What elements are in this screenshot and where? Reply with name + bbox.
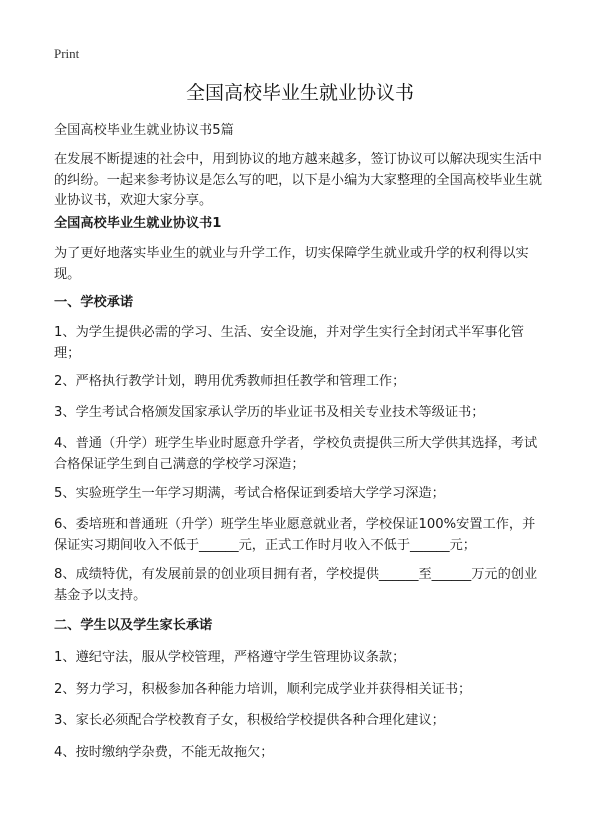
list-item: 1、遵纪守法，服从学校管理，严格遵守学生管理协议条款；	[54, 650, 406, 665]
part1-heading: 一、学校承诺	[54, 295, 134, 310]
list-item: 3、学生考试合格颁发国家承认学历的毕业证书及相关专业技术等级证书；	[54, 405, 485, 420]
list-item: 8、成绩特优，有发展前景的创业项目拥有者，学校提供______至______万元的创业基金予以支持。	[54, 567, 538, 603]
intro-paragraph: 在发展不断提速的社会中，用到协议的地方越来越多，签订协议可以解决现实生活中的纠纷。一起来参考协议是怎么写的吧，以下是小编为大家整理的全国高校毕业生就业协议书，欢迎大家分享。	[54, 152, 542, 208]
part2-heading: 二、学生以及学生家长承诺	[54, 618, 213, 633]
list-item: 5、实验班学生一年学习期满，考试合格保证到委培大学学习深造；	[54, 486, 445, 501]
list-item: 4、普通（升学）班学生毕业时愿意升学者，学校负责提供三所大学供其选择，考试合格保证学生到自己满意的学校学习深造；	[54, 436, 538, 472]
document-subtitle: 全国高校毕业生就业协议书5篇	[54, 123, 234, 138]
document-title: 全国高校毕业生就业协议书	[185, 82, 414, 104]
list-item: 1、为学生提供必需的学习、生活、安全设施，并对学生实行全封闭式半军事化管理；	[54, 325, 524, 361]
section-intro: 为了更好地落实毕业生的就业与升学工作，切实保障学生就业或升学的权利得以实现。	[54, 246, 529, 282]
list-item: 6、委培班和普通班（升学）班学生毕业愿意就业者，学校保证100%安置工作，并保证实习期间收入不低于______元，正式工作时月收入不低于______元；	[54, 517, 536, 553]
section-title: 全国高校毕业生就业协议书1	[54, 216, 222, 231]
print-label[interactable]: Print	[54, 46, 80, 61]
list-item: 4、按时缴纳学杂费，不能无故拖欠；	[54, 745, 274, 760]
list-item: 3、家长必须配合学校教育子女，积极给学校提供各种合理化建议；	[54, 713, 445, 728]
list-item: 2、努力学习，积极参加各种能力培训，顺利完成学业并获得相关证书；	[54, 682, 472, 697]
list-item: 2、严格执行教学计划，聘用优秀教师担任教学和管理工作；	[54, 374, 406, 389]
